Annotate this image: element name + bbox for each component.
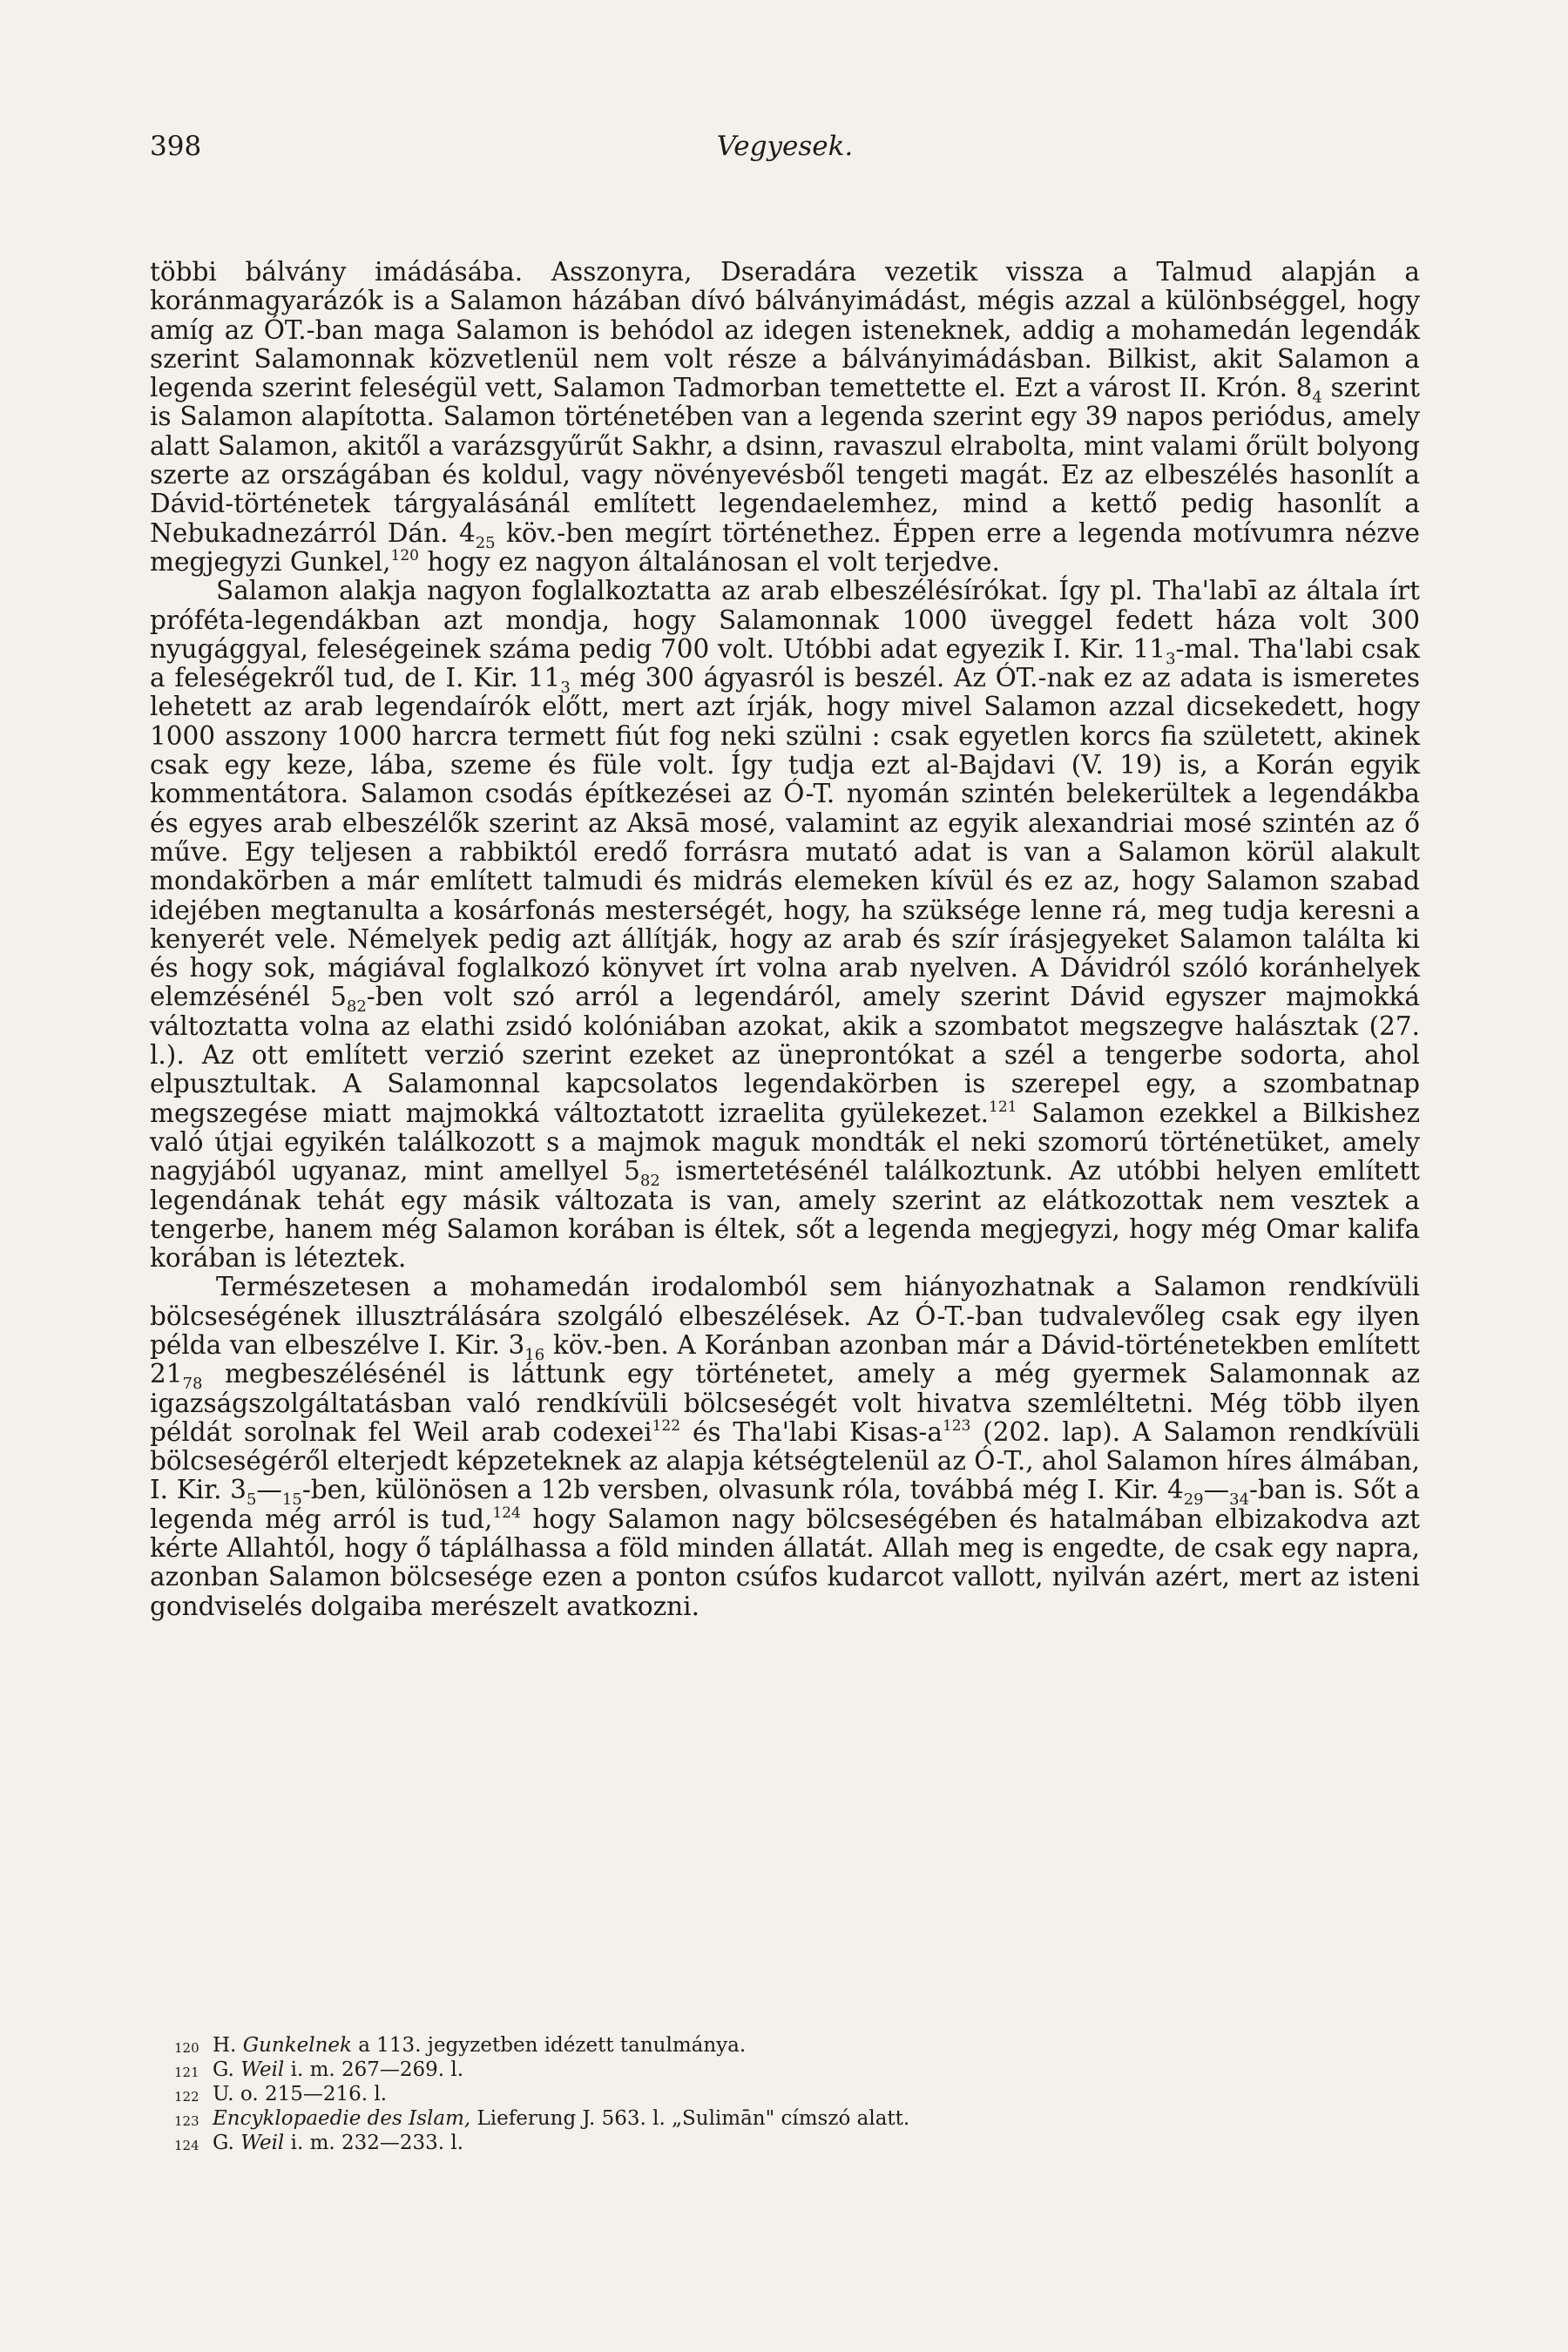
footnote xyxy=(174,2108,1220,2132)
footnote-number: 120 xyxy=(174,2040,199,2056)
footnote-number: 123 xyxy=(174,2113,199,2129)
footnote xyxy=(174,2059,1220,2084)
footnote xyxy=(174,2035,1220,2059)
running-title: Vegyesek. xyxy=(716,131,854,162)
footnote-text: G. Weil i. m. 232—233. l. xyxy=(213,2132,464,2154)
paragraph: Salamon alakja nagyon foglalkoztatta az arab elbeszélésírókat. Így pl. Tha'labī az általa írt próféta-legendákban azt mondja, hogy Salamonnak 1000 üveggel fedett háza volt 300 nyugággyal, feleségeinek száma pedig 700 volt. Utóbbi adat egyezik I. Kir. $11_3$-mal. Tha'labi csak a feleségekről tud, de I. Kir. $11_3$ még 300 ágyasról is beszél. Az ÓT.-nak ez az adata is ismeretes lehetett az arab legendaírók előtt, mert azt írják, hogy mivel Salamon azzal dicsekedett, hogy 1000 asszony 1000 harcra termett fiút fog neki szülni : csak egyetlen korcs fia született, akinek csak egy keze, lába, szeme és füle volt. Így tudja ezt al-Bajdavi (V. 19) is, a Korán egyik kommentátora. Salamon csodás építkezései az Ó-T. nyomán szintén belekerültek a legendákba és egyes arab elbeszélők szerint az Aksā mosé, valamint az egyik alexandriai mosé szintén az ő műve. Egy teljesen a rabbiktól eredő forrásra mutató adat is van a Salamon körül alakult mondakörben a már említett talmudi és midrás elemeken kívül és ez az, hogy Salamon szabad idejében megtanulta a kosárfonás mesterségét, hogy, ha szüksége lenne rá, meg tudja keresni a kenyerét vele. Némelyek pedig azt állítják, hogy az arab és szír írásjegyeket Salamon találta ki és hogy sok, mágiával foglalkozó könyvet írt volna arab nyelven. A Dávidról szóló koránhelyek elemzésénél $5_{82}$-ben volt szó arról a legendáról, amely szerint Dávid egyszer majmokká változtatta volna az elathi zsidó kolóniában azokat, akik a szombatot megszegve halásztak (27. l.). Az ott említett verzió szerint ezeket az üneprontókat a szél a tengerbe sodorta, ahol elpusztultak. A Salamonnal kapcsolatos legendakörben is szerepel egy, a szombatnap megszegése miatt majmokká változtatott izraelita gyülekezet.$^{121}$ Salamon ezekkel a Bilkishez való útjai egyikén találkozott s a majmok maguk mondták el neki szomorú történetüket, amely nagyjából ugyanaz, mint amellyel $5_{82}$ ismertetésénél találkoztunk. Az utóbbi helyen említett legendának tehát egy másik változata is van, amely szerint az elátkozottak nem vesztek a tengerbe, hanem még Salamon korában is éltek, sőt a legenda megjegyzi, hogy még Omar kalifa korában is léteztek. xyxy=(150,576,1421,1274)
body-text xyxy=(150,258,1420,1621)
footnote-text: G. Weil i. m. 267—269. l. xyxy=(213,2058,464,2081)
footnote xyxy=(174,2132,1220,2157)
footnote-number: 121 xyxy=(174,2065,199,2080)
footnote-number: 122 xyxy=(174,2089,199,2105)
footnote-text: U. o. 215—216. l. xyxy=(213,2083,388,2105)
footnote-number: 124 xyxy=(174,2138,199,2153)
footnote-text: H. Gunkelnek a 113. jegyzetben idézett tanulmánya. xyxy=(213,2034,747,2057)
footnote xyxy=(174,2084,1220,2108)
footnotes xyxy=(174,2035,1220,2157)
page-number: 398 xyxy=(150,131,202,162)
footnote-text: Encyklopaedie des Islam, Lieferung J. 563. l. „Sulimān" címszó alatt. xyxy=(213,2107,910,2130)
paragraph: többi bálvány imádásába. Asszonyra, Dseradára vezetik vissza a Talmud alapján a koránmagyarázók is a Salamon házában dívó bálványimádást, mégis azzal a különbséggel, hogy amíg az ÓT.-ban maga Salamon is behódol az idegen isteneknek, addig a mohamedán legendák szerint Salamonnak közvetlenül nem volt része a bálványimádásban. Bilkist, akit Salamon a legenda szerint feleségül vett, Salamon Tadmorban temettette el. Ezt a várost II. Krón. $8_4$ szerint is Salamon alapította. Salamon történetében van a legenda szerint egy 39 napos periódus, amely alatt Salamon, akitől a varázsgyűrűt Sakhr, a dsinn, ravaszul elrabolta, mint valami őrült bolyong szerte az országában és koldul, vagy növényevésből tengeti magát. Ez az elbeszélés hasonlít a Dávid-történetek tárgyalásánál említett legendaelemhez, mind a kettő pedig hasonlít a Nebukadnezárról Dán. $4_{25}$ köv.-ben megírt történethez. Éppen erre a legenda motívumra nézve megjegyzi Gunkel,$^{120}$ hogy ez nagyon általánosan el volt terjedve. xyxy=(150,257,1420,577)
paragraph: Természetesen a mohamedán irodalomból sem hiányozhatnak a Salamon rendkívüli bölcseségének illusztrálására szolgáló elbeszélések. Az Ó-T.-ban tudvalevőleg csak egy ilyen példa van elbeszélve I. Kir. $3_{16}$ köv.-ben. A Koránban azonban már a Dávid-történetekben említett $21_{78}$ megbeszélésénél is láttunk egy történetet, amely a még gyermek Salamonnak az igazságszolgáltatásban való rendkívüli bölcseségét volt hivatva szemléltetni. Még több ilyen példát sorolnak fel Weil arab codexei$^{122}$ és Tha'labi Kisas-$a^{123}$ (202. lap). A Salamon rendkívüli bölcseségéről elterjedt képzeteknek az alapja kétségtelenül az Ó-T., ahol Salamon híres álmában, I. Kir. $3_5—_{15}$-ben, különösen a 12b versben, olvasunk róla, továbbá még I. Kir. $4_{29}—_{34}$-ban is. Sőt a legenda még arról is tud,$^{124}$ hogy Salamon nagy bölcseségében és hatalmában elbizakodva azt kérte Allahtól, hogy ő táplálhassa a föld minden állatát. Allah meg is engedte, de csak egy napra, azonban Salamon bölcsesége ezen a ponton csúfos kudarcot vallott, nyilván azért, mert az isteni gondviselés dolgaiba merészelt avatkozni. xyxy=(150,1272,1420,1621)
page-header xyxy=(150,131,1420,174)
